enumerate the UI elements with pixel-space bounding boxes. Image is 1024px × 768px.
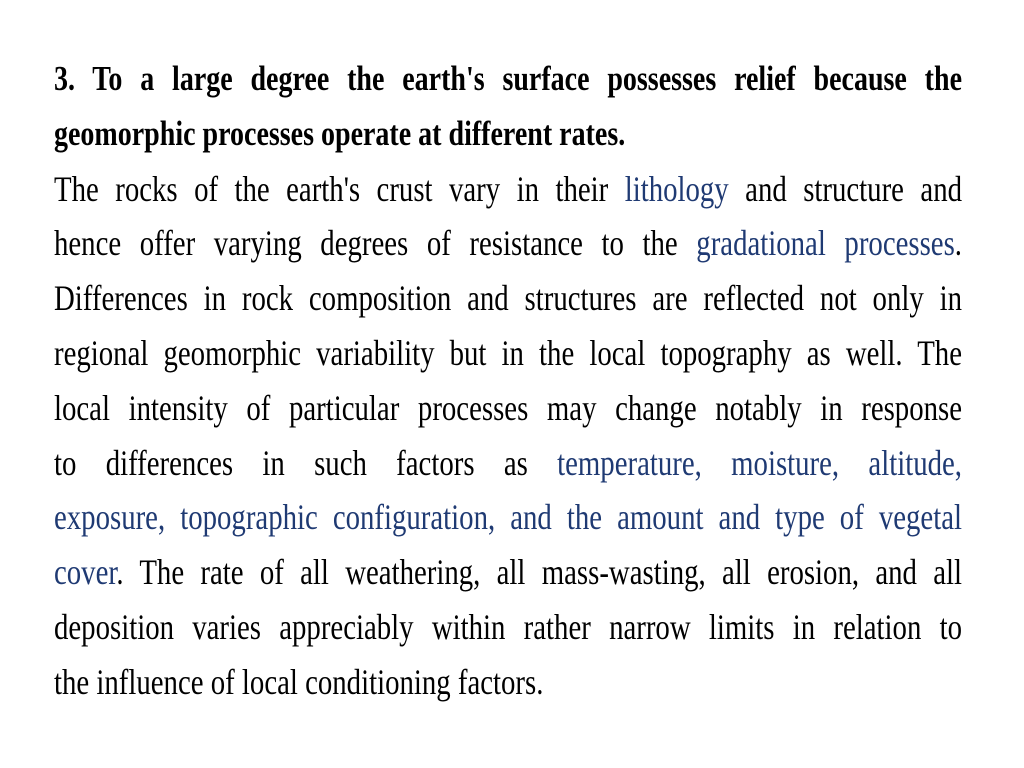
body-line-7: [54, 490, 962, 545]
body-text: and structure and: [728, 168, 962, 209]
term-lithology: lithology: [624, 168, 729, 209]
body-line-10: the influence of local conditioning factors.: [54, 661, 544, 702]
body-line-5: local intensity of particular processes may change notably in response: [54, 387, 962, 428]
body-text: to differences in such factors as: [54, 442, 558, 483]
body-line-1: [54, 162, 962, 217]
body-text: hence offer varying degrees of resistance to the: [54, 223, 697, 264]
heading-line-2: geomorphic processes operate at different rates.: [54, 113, 626, 153]
heading-line-1: 3. To a large degree the earth's surface possesses relief because the: [54, 59, 962, 98]
body-line-9: deposition varies appreciably within rather narrow limits in relation to: [54, 606, 962, 647]
term-factors-list-continued: exposure, topographic configuration, and the amount and type of vegetal: [54, 497, 962, 538]
body-text: The rocks of the earth's crust vary in their: [54, 168, 625, 209]
body-line-4: regional geomorphic variability but in the local topography as well. The: [54, 332, 962, 373]
slide-content: [54, 52, 962, 710]
term-factors-list: temperature, moisture, altitude,: [557, 442, 962, 483]
term-cover: cover: [54, 552, 117, 593]
body-line-2: [54, 216, 962, 271]
term-gradational-processes: gradational processes: [696, 223, 955, 264]
body-line-8: [54, 545, 962, 600]
body-text: . The rate of all weathering, all mass-wasting, all erosion, and all: [116, 552, 962, 593]
body-text: .: [954, 223, 962, 264]
body-line-6: [54, 436, 962, 491]
body-line-3: Differences in rock composition and structures are reflected not only in: [54, 278, 962, 319]
